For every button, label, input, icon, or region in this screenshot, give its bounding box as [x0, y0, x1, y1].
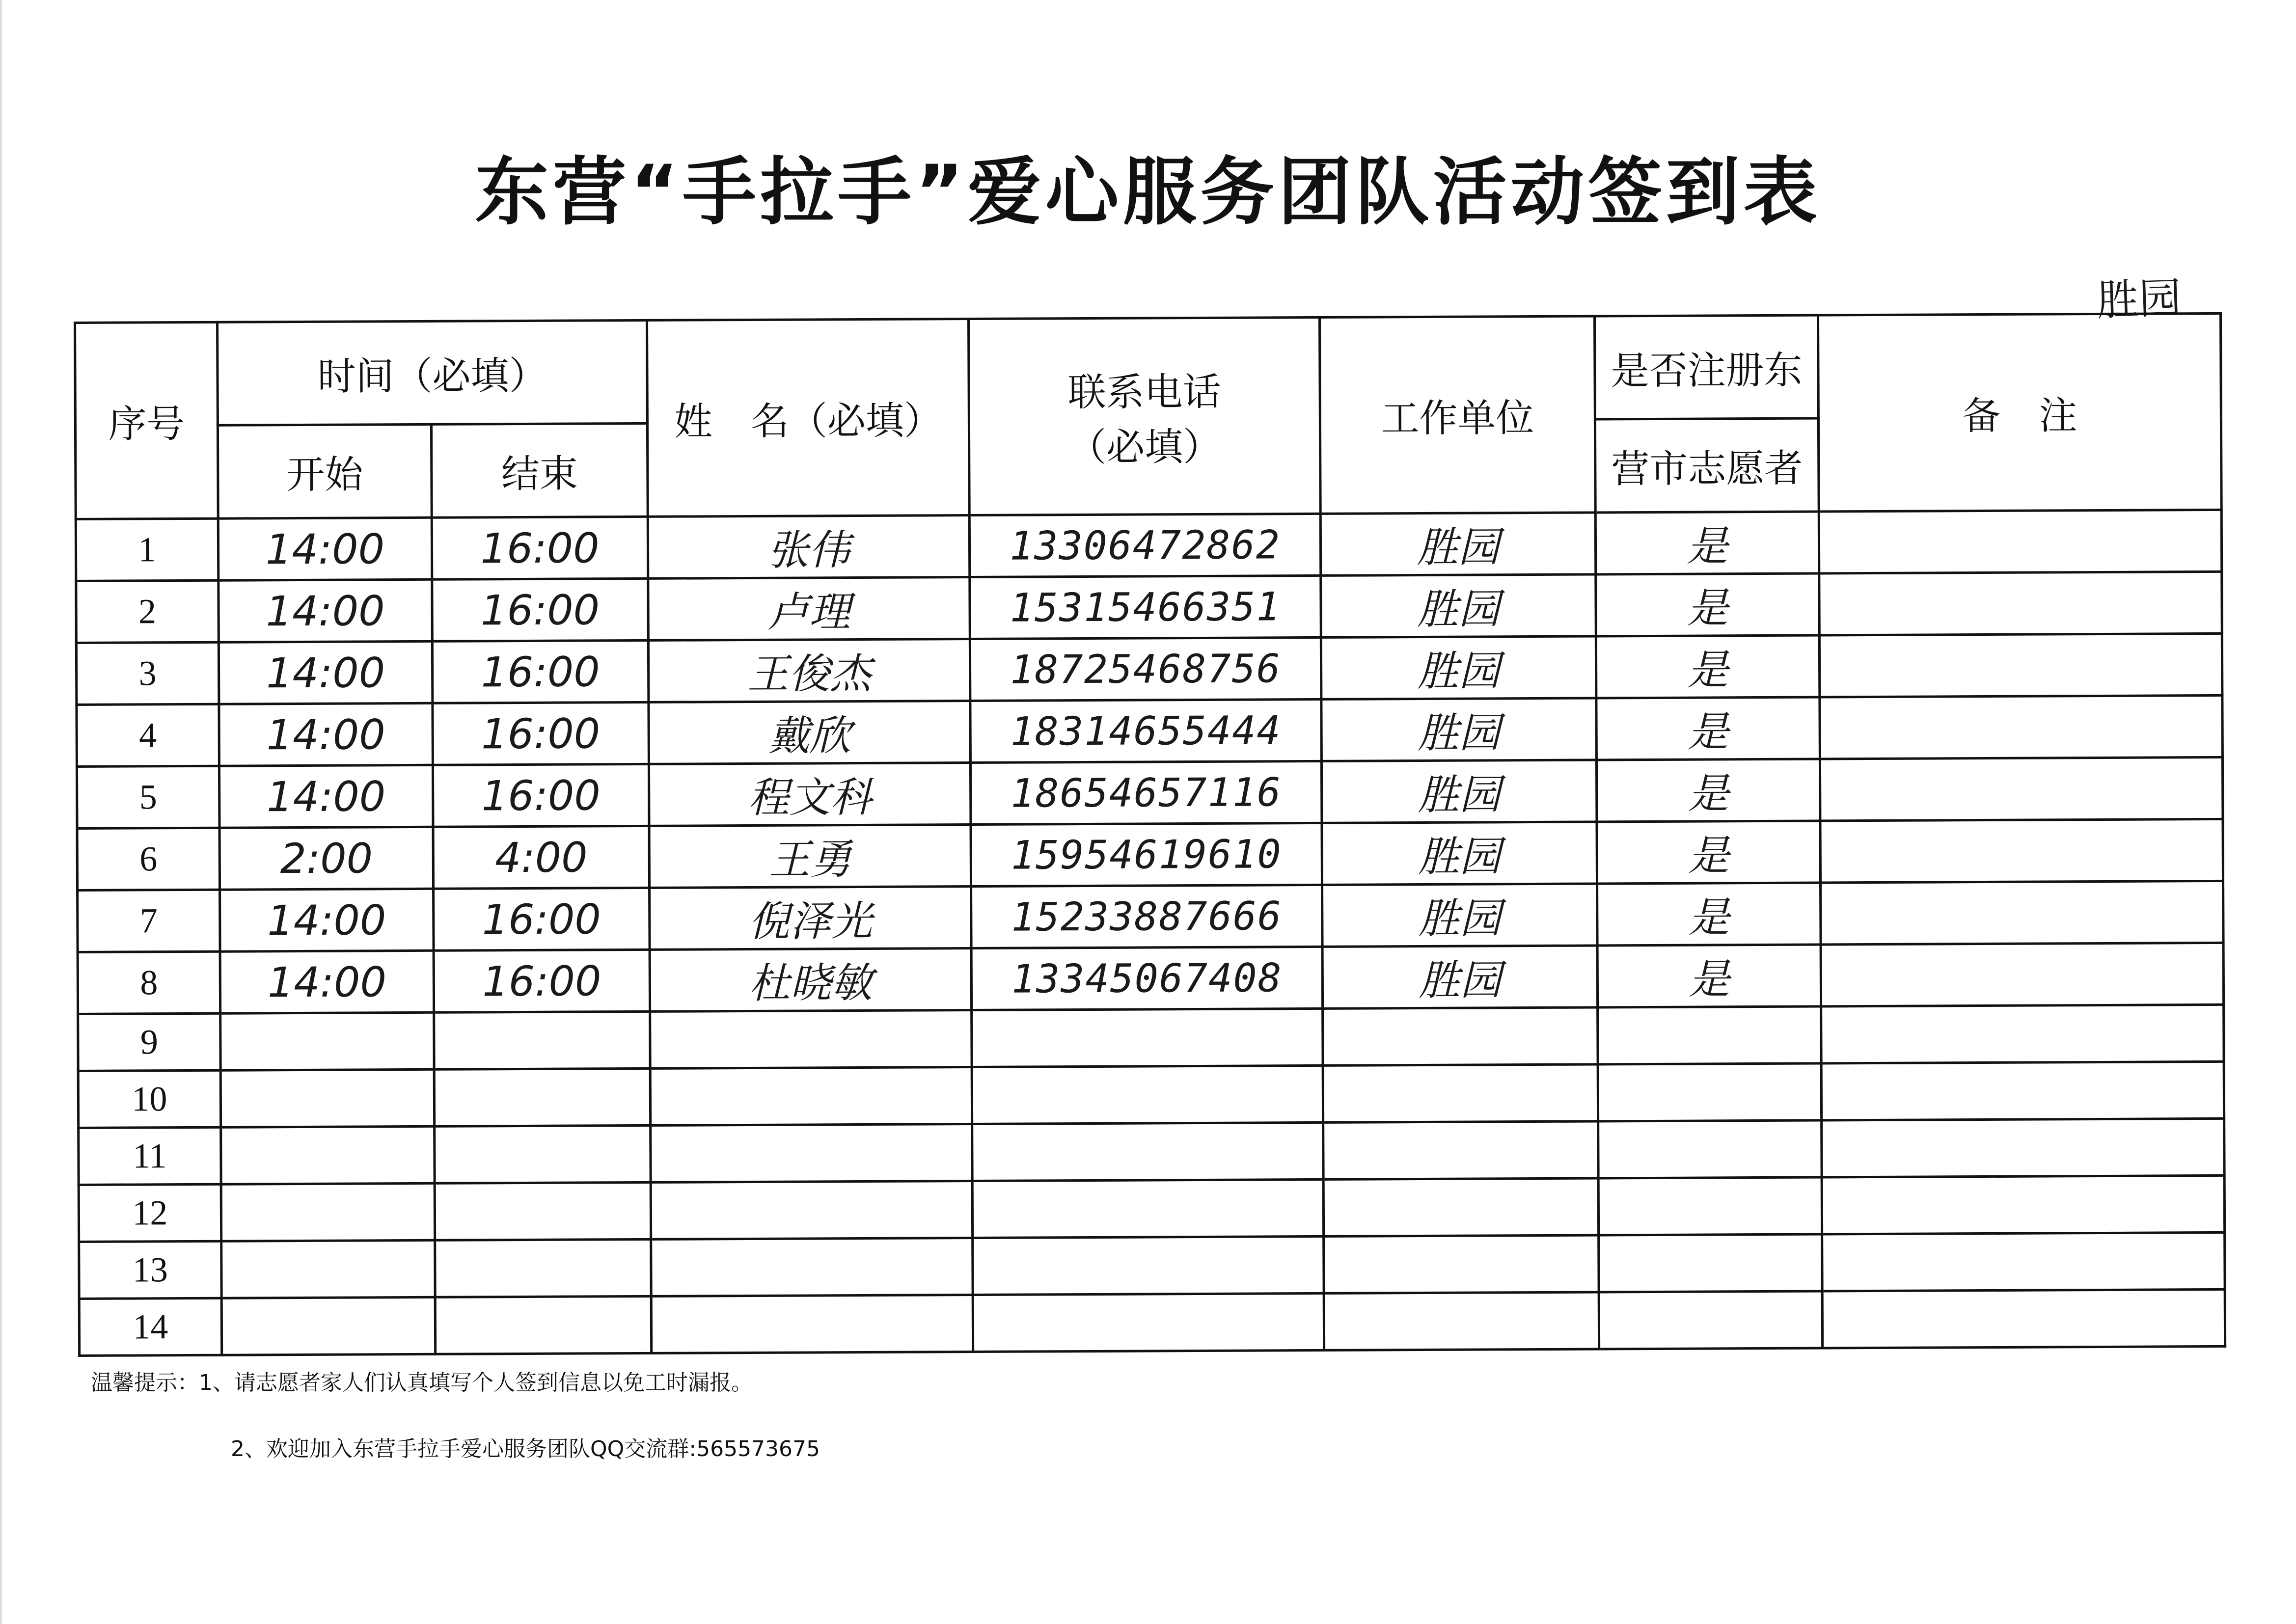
row-phone: [973, 1236, 1324, 1295]
row-end-time: 16:00: [432, 516, 648, 579]
row-registered: 是: [1596, 635, 1820, 698]
header-workplace: 工作单位: [1320, 316, 1596, 514]
row-workplace: [1323, 1178, 1599, 1236]
header-name: 姓 名（必填）: [647, 319, 970, 517]
row-phone: 18314655444: [970, 699, 1322, 762]
row-workplace: [1323, 1121, 1599, 1179]
table-body: [76, 510, 2225, 1355]
row-workplace: 胜园: [1322, 946, 1598, 1008]
row-name: [651, 1124, 972, 1183]
table-row: [78, 1004, 2224, 1071]
row-start-time: 14:00: [219, 765, 433, 828]
row-end-time: [435, 1296, 652, 1354]
row-remarks: [1822, 1232, 2225, 1291]
row-index: 3: [76, 642, 219, 704]
row-remarks: [1821, 943, 2224, 1006]
row-end-time: 16:00: [434, 888, 650, 950]
row-remarks: [1819, 510, 2222, 573]
row-remarks: [1820, 757, 2223, 821]
row-registered: [1598, 1177, 1822, 1235]
row-start-time: 14:00: [220, 889, 434, 951]
table-row: [78, 881, 2224, 952]
row-registered: [1598, 1120, 1822, 1178]
row-end-time: 16:00: [433, 702, 649, 765]
row-end-time: [435, 1239, 652, 1297]
row-index: 11: [79, 1127, 221, 1185]
row-name: 卢理: [648, 577, 970, 641]
row-index: 12: [79, 1184, 221, 1242]
footer-note-2: 2、欢迎加入东营手拉手爱心服务团队QQ交流群:565573675: [231, 1436, 820, 1462]
header-index: 序号: [75, 322, 219, 519]
row-index: 13: [79, 1241, 222, 1299]
row-remarks: [1820, 819, 2223, 883]
row-start-time: [220, 1012, 435, 1070]
row-index: 14: [79, 1298, 222, 1355]
row-registered: [1598, 1006, 1822, 1064]
header-time: 时间（必填）: [218, 320, 648, 425]
row-name: 杜晓敏: [650, 948, 972, 1012]
row-name: [651, 1181, 972, 1240]
table-row: [76, 633, 2222, 704]
row-start-time: [221, 1126, 435, 1184]
row-start-time: [220, 1069, 435, 1127]
row-name: 程文科: [649, 763, 971, 826]
row-phone: 15954619610: [971, 823, 1322, 886]
header-remarks: 备 注: [1818, 313, 2221, 512]
row-index: 2: [76, 580, 219, 643]
row-start-time: 14:00: [220, 950, 434, 1013]
row-phone: 13306472862: [969, 514, 1321, 577]
row-remarks: [1822, 1118, 2224, 1177]
table-row: [77, 695, 2223, 766]
row-name: [651, 1238, 973, 1297]
row-registered: 是: [1597, 821, 1821, 884]
row-end-time: 16:00: [433, 764, 649, 827]
header-phone-line1: 联系电话: [1067, 370, 1221, 415]
row-registered: 是: [1596, 697, 1820, 760]
row-index: 10: [78, 1070, 221, 1128]
row-start-time: 14:00: [219, 703, 433, 766]
row-index: 1: [76, 518, 219, 581]
header-phone: [969, 317, 1321, 515]
row-phone: 15315466351: [970, 575, 1321, 639]
row-phone: 13345067408: [971, 947, 1323, 1010]
row-phone: [973, 1293, 1324, 1352]
row-registered: 是: [1596, 573, 1820, 636]
row-registered: 是: [1597, 883, 1821, 946]
row-name: 王勇: [649, 825, 971, 888]
row-phone: [972, 1122, 1323, 1181]
header-registered-line2: 营市志愿者: [1595, 418, 1819, 513]
row-name: 张伟: [648, 515, 970, 579]
row-remarks: [1822, 1289, 2225, 1348]
row-index: 7: [78, 890, 220, 952]
row-remarks: [1820, 695, 2223, 759]
row-end-time: [434, 1011, 651, 1069]
header-start: 开始: [218, 424, 432, 518]
row-start-time: 2:00: [219, 827, 434, 890]
row-index: 9: [78, 1013, 221, 1071]
row-index: 4: [77, 704, 219, 766]
row-start-time: 14:00: [219, 579, 433, 642]
row-workplace: 胜园: [1321, 636, 1596, 699]
row-end-time: [435, 1125, 651, 1183]
row-name: 倪泽光: [650, 887, 972, 950]
table-row: [79, 1289, 2225, 1355]
row-registered: [1598, 1063, 1822, 1121]
row-workplace: [1324, 1235, 1599, 1293]
row-workplace: 胜园: [1322, 822, 1597, 885]
row-index: 8: [78, 951, 220, 1014]
header-registered-line1: 是否注册东: [1594, 315, 1818, 419]
row-workplace: [1323, 1064, 1598, 1122]
row-end-time: 4:00: [433, 826, 650, 889]
footer-note-1: 温馨提示：1、请志愿者家人们认真填写个人签到信息以免工时漏报。: [91, 1370, 753, 1395]
scan-edge-shadow: [0, 0, 3, 1624]
row-end-time: 16:00: [432, 640, 649, 703]
row-name: [650, 1067, 972, 1126]
row-phone: 15233887666: [971, 885, 1323, 948]
row-phone: [972, 1179, 1323, 1238]
row-remarks: [1821, 1004, 2224, 1063]
row-phone: 18654657116: [970, 761, 1322, 824]
row-end-time: [434, 1068, 651, 1126]
row-end-time: [435, 1182, 651, 1240]
row-index: 6: [77, 828, 220, 890]
row-workplace: 胜园: [1322, 884, 1598, 947]
row-remarks: [1819, 633, 2222, 697]
row-name: 王俊杰: [648, 639, 970, 703]
row-start-time: [221, 1183, 435, 1241]
row-registered: [1599, 1291, 1823, 1349]
row-name: [650, 1010, 972, 1069]
table-row: [79, 1118, 2224, 1185]
row-workplace: [1323, 1007, 1598, 1065]
row-name: 戴欣: [649, 701, 971, 764]
row-start-time: 14:00: [219, 641, 433, 704]
row-end-time: 16:00: [434, 949, 650, 1012]
row-remarks: [1822, 1175, 2224, 1234]
row-phone: [972, 1008, 1323, 1067]
row-workplace: 胜园: [1321, 760, 1597, 823]
table-row: [77, 819, 2223, 890]
row-phone: [972, 1065, 1323, 1124]
row-start-time: 14:00: [218, 517, 432, 580]
row-remarks: [1821, 1061, 2224, 1120]
row-remarks: [1821, 881, 2224, 945]
row-registered: 是: [1596, 759, 1820, 822]
row-name: [651, 1295, 973, 1353]
table-row: [78, 943, 2224, 1014]
row-workplace: 胜园: [1321, 698, 1597, 761]
table-row: [79, 1232, 2225, 1299]
page-title: 东营“手拉手”爱心服务团队活动签到表: [475, 150, 1821, 235]
row-index: 5: [77, 766, 219, 828]
row-remarks: [1819, 571, 2222, 635]
unit-handwritten-note: 胜园: [2096, 273, 2182, 325]
row-workplace: [1324, 1292, 1599, 1350]
header-end: 结束: [431, 423, 648, 517]
table-row: [76, 510, 2222, 581]
row-workplace: 胜园: [1321, 574, 1596, 637]
row-registered: [1599, 1234, 1823, 1292]
table-row: [76, 571, 2222, 643]
row-phone: 18725468756: [970, 637, 1321, 701]
row-start-time: [221, 1240, 436, 1298]
header-phone-line2: （必填）: [1067, 425, 1222, 470]
sign-in-table: [74, 312, 2226, 1357]
table-row: [77, 757, 2223, 828]
table-row: [78, 1061, 2224, 1128]
row-workplace: 胜园: [1320, 513, 1596, 575]
table-row: [79, 1175, 2224, 1242]
row-start-time: [221, 1297, 436, 1355]
row-registered: 是: [1595, 512, 1819, 574]
row-registered: 是: [1597, 945, 1821, 1007]
row-end-time: 16:00: [432, 578, 649, 641]
